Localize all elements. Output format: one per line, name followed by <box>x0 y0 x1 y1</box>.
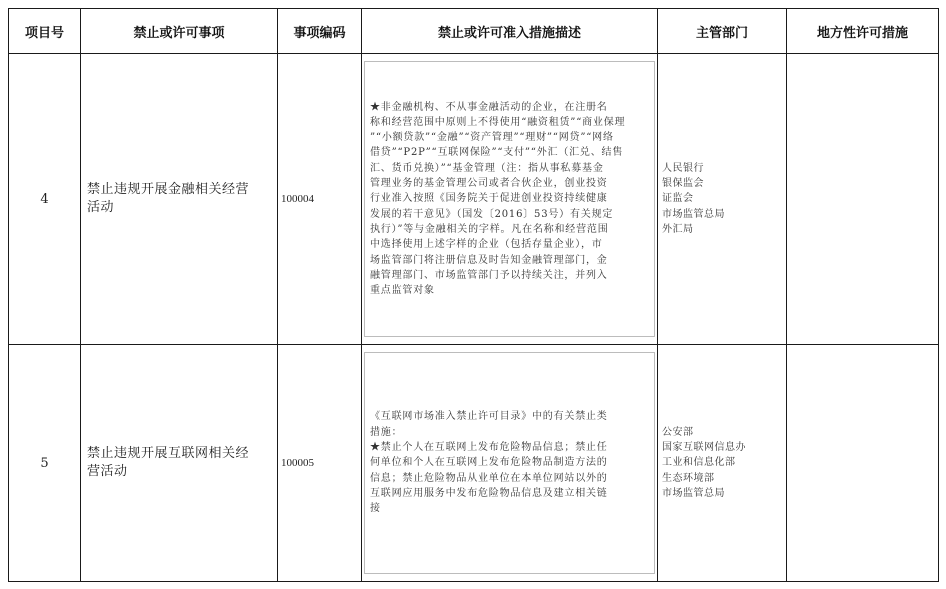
header-matter: 禁止或许可事项 <box>81 9 278 54</box>
measures-line: 执行）”等与金融相关的字样。凡在名称和经营范围 <box>370 223 609 235</box>
measures-line: ”“小额贷款”“金融”“资产管理”“理财”“网贷”“网络 <box>370 132 614 144</box>
item-number: 5 <box>9 345 81 582</box>
measures-line: ★禁止个人在互联网上发布危险物品信息；禁止任 <box>370 442 608 454</box>
measures-line: 《互联网市场准入禁止许可目录》中的有关禁止类 <box>370 411 608 423</box>
department-cell <box>658 345 787 582</box>
measures-line: 称和经营范围中原则上不得使用“融资租赁”“商业保理 <box>370 116 626 128</box>
department-line: 生态环境部 <box>662 472 715 484</box>
matter-line: 禁止违规开展金融相关经营 <box>87 182 250 197</box>
measures-box <box>364 352 655 574</box>
measures-line: 接 <box>370 503 381 515</box>
matter-cell <box>81 345 278 582</box>
measures-line: 互联网应用服务中发布危险物品信息及建立相关链 <box>370 487 608 499</box>
measures-line: 何单位和个人在互联网上发布危险物品制造方法的 <box>370 457 608 469</box>
document-page <box>8 8 938 582</box>
department-line: 工业和信息化部 <box>662 457 736 469</box>
department-line: 证监会 <box>662 193 694 205</box>
matter-line: 禁止违规开展互联网相关经 <box>87 446 250 461</box>
market-access-table <box>8 8 939 582</box>
department-line: 公安部 <box>662 426 694 438</box>
measures-line: 管理业务的基金管理公司或者合伙企业，创业投资 <box>370 178 608 190</box>
header-local-measures: 地方性许可措施 <box>787 9 939 54</box>
header-item-no: 项目号 <box>9 9 81 54</box>
header-measures: 禁止或许可准入措施描述 <box>362 9 658 54</box>
local-measures-cell <box>787 345 939 582</box>
measures-line: 信息；禁止危险物品从业单位在本单位网站以外的 <box>370 472 608 484</box>
matter-code: 100004 <box>278 54 362 345</box>
department-line: 市场监管总局 <box>662 487 725 499</box>
measures-box <box>364 61 655 337</box>
header-department: 主管部门 <box>658 9 787 54</box>
measures-line: 措施： <box>370 426 403 438</box>
measures-line: 融管理部门、市场监管部门予以持续关注，并列入 <box>370 269 608 281</box>
matter-code: 100005 <box>278 345 362 582</box>
measures-cell <box>362 345 658 582</box>
table-row <box>9 54 939 345</box>
department-line: 人民银行 <box>662 162 704 174</box>
measures-line: 重点监管对象 <box>370 285 435 297</box>
measures-line: 中选择使用上述字样的企业（包括存量企业），市 <box>370 239 603 251</box>
department-line: 国家互联网信息办 <box>662 442 746 454</box>
matter-line: 营活动 <box>87 464 128 479</box>
measures-line: 发展的若干意见》（国发〔2016〕53号）有关规定 <box>370 208 614 220</box>
department-line: 市场监管总局 <box>662 208 725 220</box>
matter-line: 活动 <box>87 200 115 215</box>
measures-line: 场监管部门将注册信息及时告知金融管理部门，金 <box>370 254 608 266</box>
measures-line: 汇、货币兑换）”“基金管理（注：指从事私募基金 <box>370 162 604 174</box>
department-cell <box>658 54 787 345</box>
measures-cell <box>362 54 658 345</box>
header-row <box>9 9 939 54</box>
item-number: 4 <box>9 54 81 345</box>
measures-line: 行业准入按照《国务院关于促进创业投资持续健康 <box>370 193 608 205</box>
local-measures-cell <box>787 54 939 345</box>
department-line: 外汇局 <box>662 223 694 235</box>
header-code: 事项编码 <box>278 9 362 54</box>
matter-cell <box>81 54 278 345</box>
department-line: 银保监会 <box>662 178 704 190</box>
table-row <box>9 345 939 582</box>
measures-line: 借贷”“P2P”“互联网保险”“支付”“外汇（汇兑、结售 <box>370 147 624 159</box>
measures-line: ★非金融机构、不从事金融活动的企业，在注册名 <box>370 101 608 113</box>
